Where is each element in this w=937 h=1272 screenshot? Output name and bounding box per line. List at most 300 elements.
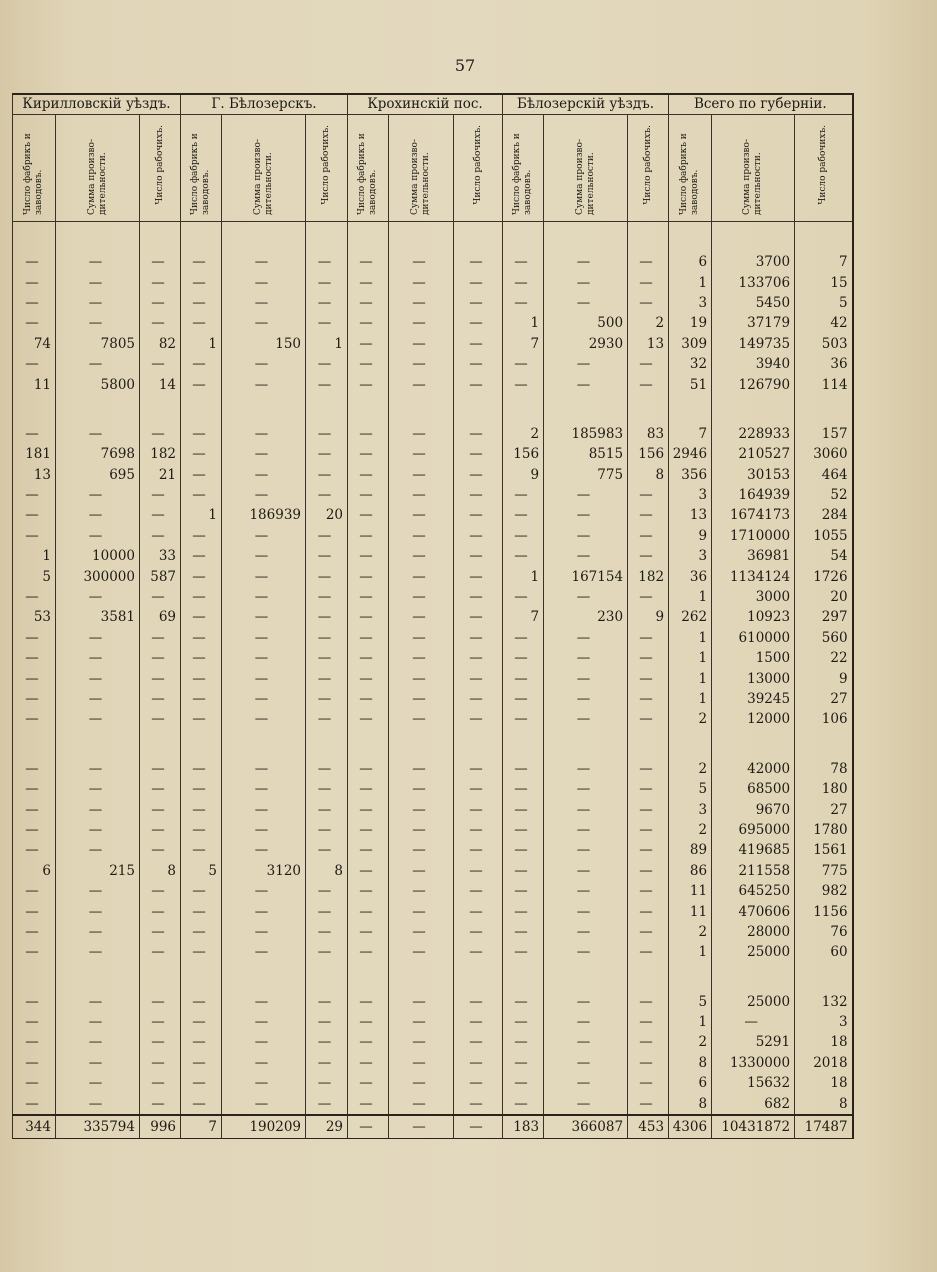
table-cell: — <box>181 293 222 313</box>
table-cell: — <box>544 942 628 962</box>
table-cell: — <box>222 313 306 333</box>
table-cell: 68500 <box>712 779 795 799</box>
table-cell: — <box>389 546 454 566</box>
table-cell: — <box>181 354 222 374</box>
column-header-label: Сумма произво- дительности. <box>86 138 108 215</box>
table-cell: — <box>140 354 181 374</box>
table-cell: — <box>348 648 389 668</box>
table-row <box>13 354 853 374</box>
table-cell: — <box>13 668 56 688</box>
table-cell: — <box>222 424 306 444</box>
table-cell: 36981 <box>712 546 795 566</box>
table-row <box>13 313 853 333</box>
table-cell: 7698 <box>56 444 140 464</box>
empty-cell <box>795 730 853 759</box>
table-cell: — <box>56 799 140 819</box>
table-cell: — <box>628 759 669 779</box>
table-cell: — <box>222 1093 306 1114</box>
empty-cell <box>56 963 140 992</box>
table-cell: — <box>222 992 306 1012</box>
table-cell: 5 <box>795 293 853 313</box>
table-row <box>13 587 853 607</box>
table-cell: — <box>222 668 306 688</box>
table-cell: — <box>628 1093 669 1114</box>
table-cell: — <box>181 881 222 901</box>
table-cell: — <box>140 648 181 668</box>
table-cell: — <box>181 465 222 485</box>
table-cell: — <box>56 354 140 374</box>
table-cell: — <box>222 444 306 464</box>
table-cell: — <box>306 992 348 1012</box>
table-cell: — <box>306 374 348 394</box>
table-cell: — <box>389 374 454 394</box>
empty-cell <box>348 963 389 992</box>
table-cell: 5800 <box>56 374 140 394</box>
table-cell: — <box>140 505 181 525</box>
table-cell: 3120 <box>222 861 306 881</box>
column-header-workers <box>454 115 503 222</box>
table-cell: — <box>56 992 140 1012</box>
column-header-count <box>181 115 222 222</box>
total-cell: 183 <box>503 1115 544 1139</box>
table-cell: 8 <box>795 1093 853 1114</box>
table-cell: — <box>389 272 454 292</box>
table-cell: — <box>348 922 389 942</box>
table-cell: — <box>348 587 389 607</box>
empty-cell <box>348 395 389 424</box>
table-cell: — <box>389 252 454 272</box>
table-cell: — <box>628 526 669 546</box>
empty-cell <box>306 730 348 759</box>
table-cell: — <box>181 901 222 921</box>
table-cell: 13 <box>13 465 56 485</box>
empty-cell <box>795 222 853 253</box>
table-cell: — <box>544 799 628 819</box>
table-row <box>13 648 853 668</box>
table-cell: — <box>454 1053 503 1073</box>
table-cell: — <box>56 648 140 668</box>
table-cell: — <box>628 861 669 881</box>
table-cell: 2946 <box>669 444 712 464</box>
table-cell: — <box>628 587 669 607</box>
table-cell: 11 <box>13 374 56 394</box>
table-cell: — <box>348 668 389 688</box>
table-row <box>13 374 853 394</box>
table-cell: 28000 <box>712 922 795 942</box>
table-cell: 3 <box>795 1012 853 1032</box>
column-header-sum <box>712 115 795 222</box>
table-cell: 211558 <box>712 861 795 881</box>
empty-cell <box>712 395 795 424</box>
table-cell: — <box>13 1073 56 1093</box>
table-cell: — <box>503 779 544 799</box>
table-cell: 3 <box>669 546 712 566</box>
table-cell: — <box>454 689 503 709</box>
table-cell: 9670 <box>712 799 795 819</box>
table-cell: 114 <box>795 374 853 394</box>
table-cell: 2018 <box>795 1053 853 1073</box>
table-cell: — <box>544 1053 628 1073</box>
table-cell: 682 <box>712 1093 795 1114</box>
table-cell: — <box>306 607 348 627</box>
table-cell: 8 <box>628 465 669 485</box>
table-cell: — <box>222 1012 306 1032</box>
table-cell: 500 <box>544 313 628 333</box>
table-cell: — <box>13 252 56 272</box>
empty-cell <box>389 222 454 253</box>
table-cell: — <box>181 1073 222 1093</box>
table-cell: 1 <box>669 668 712 688</box>
group-header: Всего по губерніи. <box>669 94 853 115</box>
table-cell: 1 <box>669 272 712 292</box>
table-cell: — <box>348 272 389 292</box>
table-cell: — <box>544 759 628 779</box>
table-cell: — <box>454 779 503 799</box>
totals-row <box>13 1115 853 1139</box>
table-cell: — <box>454 759 503 779</box>
empty-cell <box>503 963 544 992</box>
table-cell: — <box>544 546 628 566</box>
table-row <box>13 779 853 799</box>
table-cell: — <box>544 648 628 668</box>
table-cell: 1500 <box>712 648 795 668</box>
table-cell: 5 <box>13 566 56 586</box>
table-cell: — <box>628 840 669 860</box>
empty-cell <box>795 395 853 424</box>
table-cell: — <box>389 779 454 799</box>
table-cell: 156 <box>628 444 669 464</box>
table-cell: — <box>454 1093 503 1114</box>
column-header-count <box>503 115 544 222</box>
table-cell: — <box>306 1012 348 1032</box>
empty-cell <box>222 222 306 253</box>
table-cell: — <box>503 689 544 709</box>
empty-cell <box>454 963 503 992</box>
table-cell: 25000 <box>712 992 795 1012</box>
table-cell: — <box>389 607 454 627</box>
page-number: 57 <box>454 56 476 75</box>
empty-cell <box>222 963 306 992</box>
total-cell: — <box>389 1115 454 1139</box>
table-cell: 39245 <box>712 689 795 709</box>
table-cell: — <box>389 424 454 444</box>
table-cell: — <box>56 313 140 333</box>
table-cell: — <box>503 840 544 860</box>
table-cell: — <box>56 1093 140 1114</box>
total-cell: 453 <box>628 1115 669 1139</box>
table-cell: — <box>389 861 454 881</box>
table-cell: — <box>306 922 348 942</box>
table-cell: — <box>140 1053 181 1073</box>
table-cell: — <box>454 505 503 525</box>
table-cell: — <box>454 272 503 292</box>
table-cell: — <box>222 779 306 799</box>
table-cell: 2 <box>669 709 712 729</box>
table-cell: — <box>503 668 544 688</box>
table-cell: — <box>503 901 544 921</box>
table-cell: — <box>628 992 669 1012</box>
empty-cell <box>669 963 712 992</box>
column-header-label: Число рабочихъ. <box>642 125 653 205</box>
table-cell: — <box>454 444 503 464</box>
table-cell: — <box>181 820 222 840</box>
table-cell: — <box>454 922 503 942</box>
total-cell: 190209 <box>222 1115 306 1139</box>
column-header-label: Сумма произво- дительности. <box>252 138 274 215</box>
table-cell: 8 <box>669 1053 712 1073</box>
table-cell: 1330000 <box>712 1053 795 1073</box>
table-cell: — <box>628 1053 669 1073</box>
table-cell: — <box>503 992 544 1012</box>
table-cell: — <box>503 374 544 394</box>
table-cell: — <box>544 820 628 840</box>
table-cell: — <box>181 922 222 942</box>
table-cell: 775 <box>795 861 853 881</box>
table-cell: 2 <box>628 313 669 333</box>
table-cell: — <box>13 820 56 840</box>
table-cell: — <box>13 587 56 607</box>
table-row <box>13 252 853 272</box>
table-cell: 1780 <box>795 820 853 840</box>
table-cell: 1726 <box>795 566 853 586</box>
table-row <box>13 1093 853 1114</box>
table-cell: — <box>348 444 389 464</box>
table-cell: — <box>454 334 503 354</box>
table-cell: — <box>56 689 140 709</box>
column-header-count <box>348 115 389 222</box>
table-cell: — <box>181 759 222 779</box>
table-cell: 13000 <box>712 668 795 688</box>
table-cell: — <box>348 465 389 485</box>
table-cell: — <box>544 526 628 546</box>
table-cell: — <box>181 668 222 688</box>
table-cell: 150 <box>222 334 306 354</box>
table-cell: — <box>454 799 503 819</box>
table-cell: — <box>306 1032 348 1052</box>
table-cell: — <box>222 485 306 505</box>
table-cell: — <box>222 648 306 668</box>
table-cell: — <box>306 293 348 313</box>
table-row <box>13 881 853 901</box>
column-header-label: Сумма произво- дительности. <box>574 138 596 215</box>
table-cell: — <box>56 820 140 840</box>
table-cell: 1 <box>669 1012 712 1032</box>
table-cell: — <box>348 840 389 860</box>
table-cell: — <box>503 272 544 292</box>
table-cell: — <box>503 820 544 840</box>
table-cell: — <box>503 505 544 525</box>
table-cell: — <box>306 1053 348 1073</box>
table-cell: — <box>222 820 306 840</box>
table-cell: — <box>389 689 454 709</box>
table-cell: — <box>389 1073 454 1093</box>
table-cell: — <box>544 1093 628 1114</box>
table-cell: 1156 <box>795 901 853 921</box>
table-cell: — <box>56 526 140 546</box>
table-cell: 560 <box>795 628 853 648</box>
table-cell: — <box>56 628 140 648</box>
table-cell: — <box>389 1053 454 1073</box>
table-cell: 1 <box>503 566 544 586</box>
table-cell: 1 <box>181 334 222 354</box>
table-cell: — <box>13 799 56 819</box>
table-cell: — <box>544 293 628 313</box>
table-cell: — <box>628 709 669 729</box>
total-cell: 335794 <box>56 1115 140 1139</box>
table-cell: 133706 <box>712 272 795 292</box>
table-cell: — <box>56 840 140 860</box>
table-cell: 215 <box>56 861 140 881</box>
column-header-label: Число рабочихъ. <box>154 125 165 205</box>
table-cell: — <box>306 313 348 333</box>
empty-cell <box>222 395 306 424</box>
table-cell: — <box>503 354 544 374</box>
table-cell: — <box>628 942 669 962</box>
table-cell: — <box>306 820 348 840</box>
table-cell: — <box>389 526 454 546</box>
table-cell: — <box>181 1093 222 1114</box>
table-cell: — <box>348 334 389 354</box>
empty-cell <box>13 963 56 992</box>
table-cell: 25000 <box>712 942 795 962</box>
empty-cell <box>181 963 222 992</box>
table-cell: — <box>306 444 348 464</box>
table-cell: — <box>181 313 222 333</box>
empty-cell <box>454 730 503 759</box>
table-cell: 2 <box>669 759 712 779</box>
table-cell: — <box>140 628 181 648</box>
table-cell: — <box>628 689 669 709</box>
table-cell: — <box>181 992 222 1012</box>
table-cell: — <box>306 942 348 962</box>
table-row <box>13 709 853 729</box>
table-cell: 262 <box>669 607 712 627</box>
table-cell: 74 <box>13 334 56 354</box>
column-header-label: Число рабочихъ. <box>321 125 332 205</box>
table-cell: 1 <box>669 942 712 962</box>
table-cell: — <box>13 424 56 444</box>
table-cell: — <box>306 779 348 799</box>
table-cell: — <box>181 485 222 505</box>
column-header-label: Число фабрикъ и заводовъ. <box>679 133 701 215</box>
table-cell: — <box>389 820 454 840</box>
table-cell: 2 <box>669 1032 712 1052</box>
table-cell: 1 <box>503 313 544 333</box>
table-cell: — <box>544 840 628 860</box>
table-cell: — <box>140 942 181 962</box>
table-cell: — <box>140 881 181 901</box>
table-cell: — <box>348 566 389 586</box>
table-cell: — <box>348 689 389 709</box>
table-cell: — <box>503 252 544 272</box>
table-cell: — <box>454 546 503 566</box>
table-cell: 7 <box>503 607 544 627</box>
empty-cell <box>669 222 712 253</box>
table-cell: — <box>348 607 389 627</box>
column-header-workers <box>306 115 348 222</box>
table-cell: — <box>628 668 669 688</box>
empty-cell <box>389 395 454 424</box>
table-cell: — <box>503 942 544 962</box>
table-cell: 30153 <box>712 465 795 485</box>
table-cell: — <box>544 272 628 292</box>
table-cell: — <box>13 779 56 799</box>
table-cell: — <box>712 1012 795 1032</box>
table-cell: — <box>628 293 669 313</box>
table-cell: — <box>503 922 544 942</box>
table-cell: — <box>503 1093 544 1114</box>
empty-cell <box>140 222 181 253</box>
table-cell: 1561 <box>795 840 853 860</box>
table-cell: — <box>454 587 503 607</box>
table-cell: 5450 <box>712 293 795 313</box>
table-cell: — <box>348 1053 389 1073</box>
table-cell: 284 <box>795 505 853 525</box>
table-cell: — <box>454 1073 503 1093</box>
table-cell: 1 <box>669 648 712 668</box>
table-cell: — <box>222 252 306 272</box>
empty-cell <box>795 963 853 992</box>
table-cell: 21 <box>140 465 181 485</box>
table-cell: 7 <box>795 252 853 272</box>
table-cell: — <box>181 942 222 962</box>
table-cell: — <box>454 252 503 272</box>
table-cell: — <box>503 628 544 648</box>
total-cell: 4306 <box>669 1115 712 1139</box>
table-cell: — <box>56 779 140 799</box>
table-cell: 1 <box>669 689 712 709</box>
empty-cell <box>348 730 389 759</box>
table-cell: — <box>544 1012 628 1032</box>
table-cell: — <box>544 779 628 799</box>
table-cell: — <box>389 505 454 525</box>
column-header-workers <box>140 115 181 222</box>
table-cell: — <box>454 607 503 627</box>
table-cell: — <box>222 465 306 485</box>
table-cell: — <box>454 485 503 505</box>
empty-cell <box>306 222 348 253</box>
table-cell: 10923 <box>712 607 795 627</box>
table-cell: — <box>454 1012 503 1032</box>
table-cell: — <box>454 648 503 668</box>
column-header-label: Число фабрикъ и заводовъ. <box>512 133 534 215</box>
table-cell: — <box>56 881 140 901</box>
table-cell: 78 <box>795 759 853 779</box>
table-cell: — <box>306 485 348 505</box>
table-cell: 126790 <box>712 374 795 394</box>
table-cell: — <box>306 354 348 374</box>
table-cell: — <box>306 1073 348 1093</box>
table-cell: — <box>181 1012 222 1032</box>
column-header-count <box>13 115 56 222</box>
table-row <box>13 1053 853 1073</box>
column-header-label: Сумма произво- дительности. <box>410 138 432 215</box>
column-header-sum <box>56 115 140 222</box>
table-cell: — <box>181 546 222 566</box>
table-row <box>13 992 853 1012</box>
table-cell: — <box>222 587 306 607</box>
table-row <box>13 607 853 627</box>
table-cell: — <box>544 485 628 505</box>
empty-cell <box>181 222 222 253</box>
table-cell: — <box>140 840 181 860</box>
empty-cell <box>628 222 669 253</box>
table-cell: — <box>222 526 306 546</box>
table-cell: — <box>628 628 669 648</box>
total-cell: 29 <box>306 1115 348 1139</box>
table-cell: — <box>389 668 454 688</box>
table-cell: — <box>544 992 628 1012</box>
